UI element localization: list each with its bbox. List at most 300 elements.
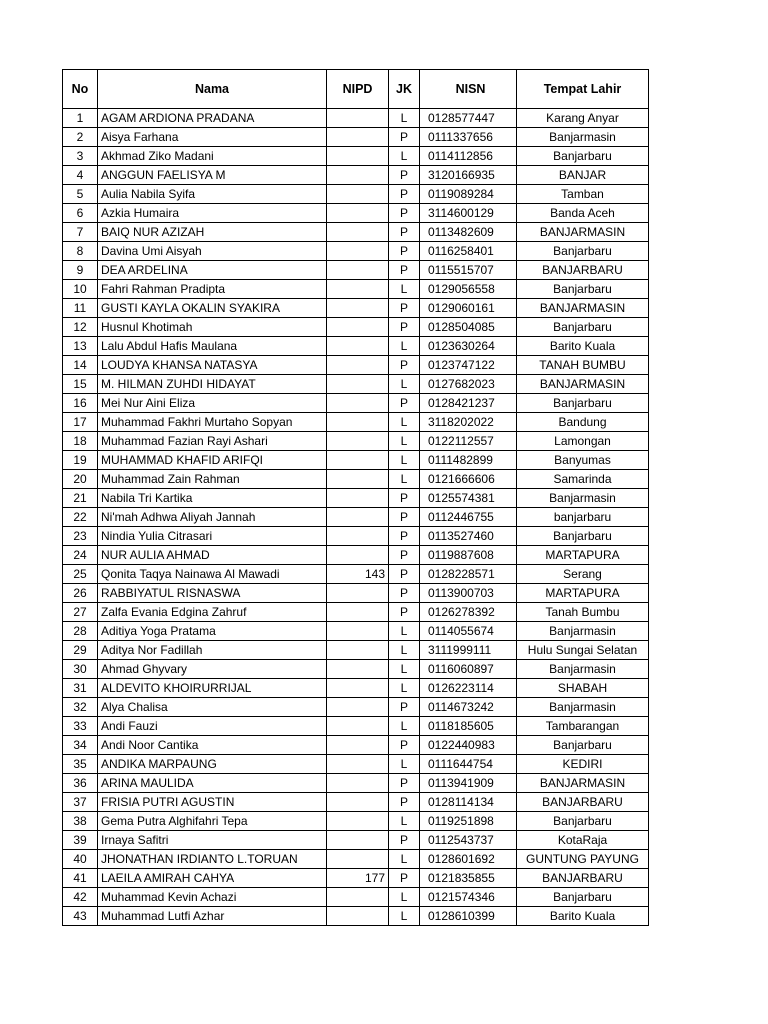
table-row [63,831,649,850]
cell-tempat-lahir: BANJARMASIN [517,774,649,793]
cell-no: 11 [63,299,98,318]
cell-nisn: 0128577447 [420,109,517,128]
cell-jk: P [389,261,420,280]
cell-nisn: 0113527460 [420,527,517,546]
table-row [63,375,649,394]
cell-nisn: 0128421237 [420,394,517,413]
cell-jk: P [389,204,420,223]
table-row [63,261,649,280]
cell-nisn: 0114112856 [420,147,517,166]
cell-tempat-lahir: Banjarbaru [517,527,649,546]
cell-nama: Muhammad Fazian Rayi Ashari [98,432,327,451]
cell-no: 25 [63,565,98,584]
cell-jk: P [389,774,420,793]
cell-tempat-lahir: Samarinda [517,470,649,489]
table-row [63,109,649,128]
table-row [63,413,649,432]
header-row [63,70,649,109]
cell-tempat-lahir: BANJARBARU [517,793,649,812]
cell-no: 7 [63,223,98,242]
cell-nama: GUSTI KAYLA OKALIN SYAKIRA [98,299,327,318]
cell-nisn: 0111482899 [420,451,517,470]
cell-tempat-lahir: Barito Kuala [517,337,649,356]
table-row [63,565,649,584]
cell-nipd [327,508,389,527]
cell-jk: L [389,375,420,394]
cell-nisn: 0119251898 [420,812,517,831]
cell-no: 20 [63,470,98,489]
cell-no: 21 [63,489,98,508]
cell-jk: L [389,850,420,869]
table-row [63,698,649,717]
cell-nisn: 0128601692 [420,850,517,869]
cell-nama: Ahmad Ghyvary [98,660,327,679]
cell-jk: P [389,584,420,603]
cell-jk: P [389,318,420,337]
cell-tempat-lahir: banjarbaru [517,508,649,527]
table-row [63,223,649,242]
cell-nipd [327,394,389,413]
cell-nipd [327,147,389,166]
cell-nama: Muhammad Fakhri Murtaho Sopyan [98,413,327,432]
cell-tempat-lahir: BANJARBARU [517,869,649,888]
cell-no: 13 [63,337,98,356]
table-row [63,185,649,204]
cell-nipd [327,413,389,432]
cell-nipd [327,375,389,394]
cell-nipd [327,736,389,755]
cell-nama: ARINA MAULIDA [98,774,327,793]
cell-nipd [327,185,389,204]
cell-nisn: 0121574346 [420,888,517,907]
cell-nipd [327,660,389,679]
cell-tempat-lahir: Serang [517,565,649,584]
cell-no: 10 [63,280,98,299]
cell-no: 34 [63,736,98,755]
cell-nipd [327,527,389,546]
cell-nama: Muhammad Zain Rahman [98,470,327,489]
cell-tempat-lahir: Banjarbaru [517,147,649,166]
cell-no: 37 [63,793,98,812]
cell-nisn: 0122440983 [420,736,517,755]
cell-nisn: 0113900703 [420,584,517,603]
cell-tempat-lahir: Bandung [517,413,649,432]
cell-nipd [327,299,389,318]
table-row [63,869,649,888]
table-row [63,147,649,166]
table-row [63,318,649,337]
table-header [63,70,649,109]
cell-nama: Azkia Humaira [98,204,327,223]
cell-no: 17 [63,413,98,432]
cell-no: 12 [63,318,98,337]
cell-tempat-lahir: Banjarmasin [517,622,649,641]
cell-no: 8 [63,242,98,261]
cell-jk: P [389,356,420,375]
cell-nama: M. HILMAN ZUHDI HIDAYAT [98,375,327,394]
cell-tempat-lahir: MARTAPURA [517,584,649,603]
cell-jk: L [389,717,420,736]
table-row [63,204,649,223]
cell-jk: L [389,280,420,299]
cell-nipd [327,166,389,185]
cell-nama: RABBIYATUL RISNASWA [98,584,327,603]
cell-no: 42 [63,888,98,907]
cell-nama: Davina Umi Aisyah [98,242,327,261]
cell-nama: Andi Noor Cantika [98,736,327,755]
cell-jk: L [389,337,420,356]
cell-jk: L [389,432,420,451]
cell-nipd: 143 [327,565,389,584]
cell-no: 22 [63,508,98,527]
cell-jk: P [389,603,420,622]
header-tempat-lahir: Tempat Lahir [517,70,649,109]
table-row [63,793,649,812]
cell-tempat-lahir: Banda Aceh [517,204,649,223]
cell-nisn: 0112446755 [420,508,517,527]
cell-nipd [327,831,389,850]
cell-nama: Akhmad Ziko Madani [98,147,327,166]
cell-jk: P [389,565,420,584]
cell-nipd [327,280,389,299]
cell-jk: P [389,546,420,565]
cell-nisn: 3114600129 [420,204,517,223]
cell-nipd [327,489,389,508]
cell-tempat-lahir: Tamban [517,185,649,204]
cell-tempat-lahir: Barito Kuala [517,907,649,926]
cell-jk: P [389,242,420,261]
cell-nisn: 0128504085 [420,318,517,337]
cell-tempat-lahir: KotaRaja [517,831,649,850]
cell-jk: L [389,109,420,128]
cell-nipd [327,337,389,356]
cell-nisn: 0112543737 [420,831,517,850]
cell-no: 24 [63,546,98,565]
cell-nama: DEA ARDELINA [98,261,327,280]
cell-nisn: 0123630264 [420,337,517,356]
cell-nisn: 0115515707 [420,261,517,280]
table-row [63,489,649,508]
cell-nama: Fahri Rahman Pradipta [98,280,327,299]
cell-nisn: 0113941909 [420,774,517,793]
cell-nisn: 0128228571 [420,565,517,584]
cell-nipd [327,641,389,660]
cell-nisn: 0128114134 [420,793,517,812]
cell-no: 2 [63,128,98,147]
cell-nipd [327,888,389,907]
cell-tempat-lahir: Banjarmasin [517,128,649,147]
cell-nipd [327,242,389,261]
cell-tempat-lahir: Banjarbaru [517,736,649,755]
cell-nisn: 0122112557 [420,432,517,451]
cell-no: 9 [63,261,98,280]
cell-nisn: 0126223114 [420,679,517,698]
cell-jk: L [389,755,420,774]
header-nipd: NIPD [327,70,389,109]
cell-tempat-lahir: TANAH BUMBU [517,356,649,375]
cell-nama: ALDEVITO KHOIRURRIJAL [98,679,327,698]
cell-no: 40 [63,850,98,869]
cell-nama: Aditiya Yoga Pratama [98,622,327,641]
cell-tempat-lahir: Banjarbaru [517,812,649,831]
cell-jk: L [389,470,420,489]
cell-no: 4 [63,166,98,185]
cell-nama: Mei Nur Aini Eliza [98,394,327,413]
cell-nisn: 0121666606 [420,470,517,489]
cell-tempat-lahir: Karang Anyar [517,109,649,128]
cell-jk: P [389,698,420,717]
cell-nama: Zalfa Evania Edgina Zahruf [98,603,327,622]
cell-nisn: 0126278392 [420,603,517,622]
cell-jk: P [389,489,420,508]
cell-jk: P [389,185,420,204]
cell-nisn: 0113482609 [420,223,517,242]
header-jk: JK [389,70,420,109]
table-row [63,546,649,565]
cell-nipd: 177 [327,869,389,888]
cell-nipd [327,622,389,641]
cell-tempat-lahir: Banjarbaru [517,394,649,413]
cell-jk: P [389,394,420,413]
cell-no: 6 [63,204,98,223]
cell-nipd [327,907,389,926]
table-row [63,242,649,261]
cell-no: 3 [63,147,98,166]
cell-nipd [327,698,389,717]
cell-tempat-lahir: GUNTUNG PAYUNG [517,850,649,869]
cell-nipd [327,109,389,128]
cell-jk: P [389,128,420,147]
table-row [63,451,649,470]
cell-nipd [327,850,389,869]
cell-nama: NUR AULIA AHMAD [98,546,327,565]
cell-tempat-lahir: Banjarbaru [517,888,649,907]
cell-jk: P [389,508,420,527]
cell-jk: L [389,888,420,907]
cell-nama: Qonita Taqya Nainawa Al Mawadi [98,565,327,584]
cell-nisn: 0116258401 [420,242,517,261]
cell-no: 43 [63,907,98,926]
cell-jk: P [389,527,420,546]
cell-nipd [327,546,389,565]
cell-nisn: 0111337656 [420,128,517,147]
cell-no: 38 [63,812,98,831]
cell-nisn: 0114673242 [420,698,517,717]
cell-nama: FRISIA PUTRI AGUSTIN [98,793,327,812]
cell-nama: Aisya Farhana [98,128,327,147]
cell-jk: L [389,907,420,926]
table-row [63,774,649,793]
cell-tempat-lahir: BANJAR [517,166,649,185]
cell-nama: LOUDYA KHANSA NATASYA [98,356,327,375]
table-body [63,109,649,926]
cell-tempat-lahir: MARTAPURA [517,546,649,565]
cell-nisn: 0111644754 [420,755,517,774]
cell-nama: Gema Putra Alghifahri Tepa [98,812,327,831]
cell-jk: L [389,451,420,470]
cell-nipd [327,470,389,489]
cell-tempat-lahir: SHABAH [517,679,649,698]
cell-nipd [327,679,389,698]
cell-nisn: 0127682023 [420,375,517,394]
cell-nisn: 0123747122 [420,356,517,375]
cell-nisn: 0118185605 [420,717,517,736]
cell-nisn: 0116060897 [420,660,517,679]
cell-nisn: 0121835855 [420,869,517,888]
cell-tempat-lahir: Tanah Bumbu [517,603,649,622]
table-row [63,394,649,413]
cell-tempat-lahir: Hulu Sungai Selatan [517,641,649,660]
cell-no: 33 [63,717,98,736]
cell-jk: P [389,223,420,242]
table-row [63,128,649,147]
cell-no: 15 [63,375,98,394]
cell-nipd [327,774,389,793]
table-row [63,470,649,489]
cell-nama: ANDIKA MARPAUNG [98,755,327,774]
cell-nipd [327,717,389,736]
cell-no: 18 [63,432,98,451]
cell-no: 36 [63,774,98,793]
cell-nisn: 0114055674 [420,622,517,641]
cell-no: 5 [63,185,98,204]
cell-tempat-lahir: BANJARMASIN [517,223,649,242]
cell-tempat-lahir: Banjarbaru [517,242,649,261]
cell-nama: Muhammad Lutfi Azhar [98,907,327,926]
cell-tempat-lahir: Banjarmasin [517,698,649,717]
cell-tempat-lahir: Lamongan [517,432,649,451]
cell-nama: Andi Fauzi [98,717,327,736]
cell-nama: Irnaya Safitri [98,831,327,850]
cell-jk: L [389,660,420,679]
cell-no: 30 [63,660,98,679]
cell-jk: L [389,147,420,166]
cell-nisn: 0119089284 [420,185,517,204]
cell-nama: Alya Chalisa [98,698,327,717]
cell-jk: P [389,793,420,812]
table-row [63,299,649,318]
cell-nipd [327,451,389,470]
table-row [63,280,649,299]
table-row [63,755,649,774]
table-row [63,166,649,185]
cell-jk: P [389,831,420,850]
table-row [63,337,649,356]
cell-nama: Aditya Nor Fadillah [98,641,327,660]
cell-nama: Nindia Yulia Citrasari [98,527,327,546]
cell-tempat-lahir: Banjarmasin [517,489,649,508]
cell-no: 28 [63,622,98,641]
cell-no: 23 [63,527,98,546]
table-row [63,907,649,926]
cell-no: 32 [63,698,98,717]
cell-no: 35 [63,755,98,774]
cell-no: 16 [63,394,98,413]
cell-no: 19 [63,451,98,470]
table-row [63,508,649,527]
cell-nama: Aulia Nabila Syifa [98,185,327,204]
cell-nisn: 0119887608 [420,546,517,565]
header-nama: Nama [98,70,327,109]
cell-nama: LAEILA AMIRAH CAHYA [98,869,327,888]
cell-nipd [327,204,389,223]
cell-nipd [327,603,389,622]
cell-no: 27 [63,603,98,622]
table-row [63,641,649,660]
cell-nipd [327,584,389,603]
cell-nama: AGAM ARDIONA PRADANA [98,109,327,128]
cell-nisn: 0125574381 [420,489,517,508]
cell-nama: Ni'mah Adhwa Aliyah Jannah [98,508,327,527]
cell-no: 14 [63,356,98,375]
cell-tempat-lahir: Banjarbaru [517,280,649,299]
cell-jk: L [389,679,420,698]
cell-nama: Muhammad Kevin Achazi [98,888,327,907]
cell-tempat-lahir: BANJARMASIN [517,299,649,318]
cell-no: 31 [63,679,98,698]
cell-nipd [327,755,389,774]
cell-tempat-lahir: Tambarangan [517,717,649,736]
cell-nipd [327,318,389,337]
cell-no: 26 [63,584,98,603]
table-row [63,717,649,736]
cell-nama: JHONATHAN IRDIANTO L.TORUAN [98,850,327,869]
cell-jk: P [389,736,420,755]
table-row [63,527,649,546]
cell-no: 1 [63,109,98,128]
cell-nama: Nabila Tri Kartika [98,489,327,508]
cell-nipd [327,356,389,375]
table-row [63,679,649,698]
cell-jk: P [389,299,420,318]
cell-jk: P [389,166,420,185]
cell-nama: Lalu Abdul Hafis Maulana [98,337,327,356]
cell-no: 29 [63,641,98,660]
cell-tempat-lahir: Banjarbaru [517,318,649,337]
cell-jk: L [389,641,420,660]
table-row [63,622,649,641]
cell-nipd [327,793,389,812]
cell-tempat-lahir: BANJARBARU [517,261,649,280]
cell-jk: P [389,869,420,888]
cell-nama: MUHAMMAD KHAFID ARIFQI [98,451,327,470]
table-row [63,736,649,755]
cell-tempat-lahir: BANJARMASIN [517,375,649,394]
cell-nama: Husnul Khotimah [98,318,327,337]
table-row [63,888,649,907]
cell-nama: ANGGUN FAELISYA M [98,166,327,185]
cell-tempat-lahir: Banjarmasin [517,660,649,679]
cell-tempat-lahir: Banyumas [517,451,649,470]
cell-nisn: 3118202022 [420,413,517,432]
cell-nisn: 0129056558 [420,280,517,299]
table-row [63,356,649,375]
cell-jk: L [389,622,420,641]
cell-tempat-lahir: KEDIRI [517,755,649,774]
cell-nama: BAIQ NUR AZIZAH [98,223,327,242]
cell-nisn: 3120166935 [420,166,517,185]
cell-nipd [327,261,389,280]
header-nisn: NISN [420,70,517,109]
cell-no: 39 [63,831,98,850]
header-no: No [63,70,98,109]
table-row [63,850,649,869]
cell-no: 41 [63,869,98,888]
table-row [63,660,649,679]
cell-nipd [327,128,389,147]
cell-jk: L [389,812,420,831]
cell-nisn: 3111999111 [420,641,517,660]
